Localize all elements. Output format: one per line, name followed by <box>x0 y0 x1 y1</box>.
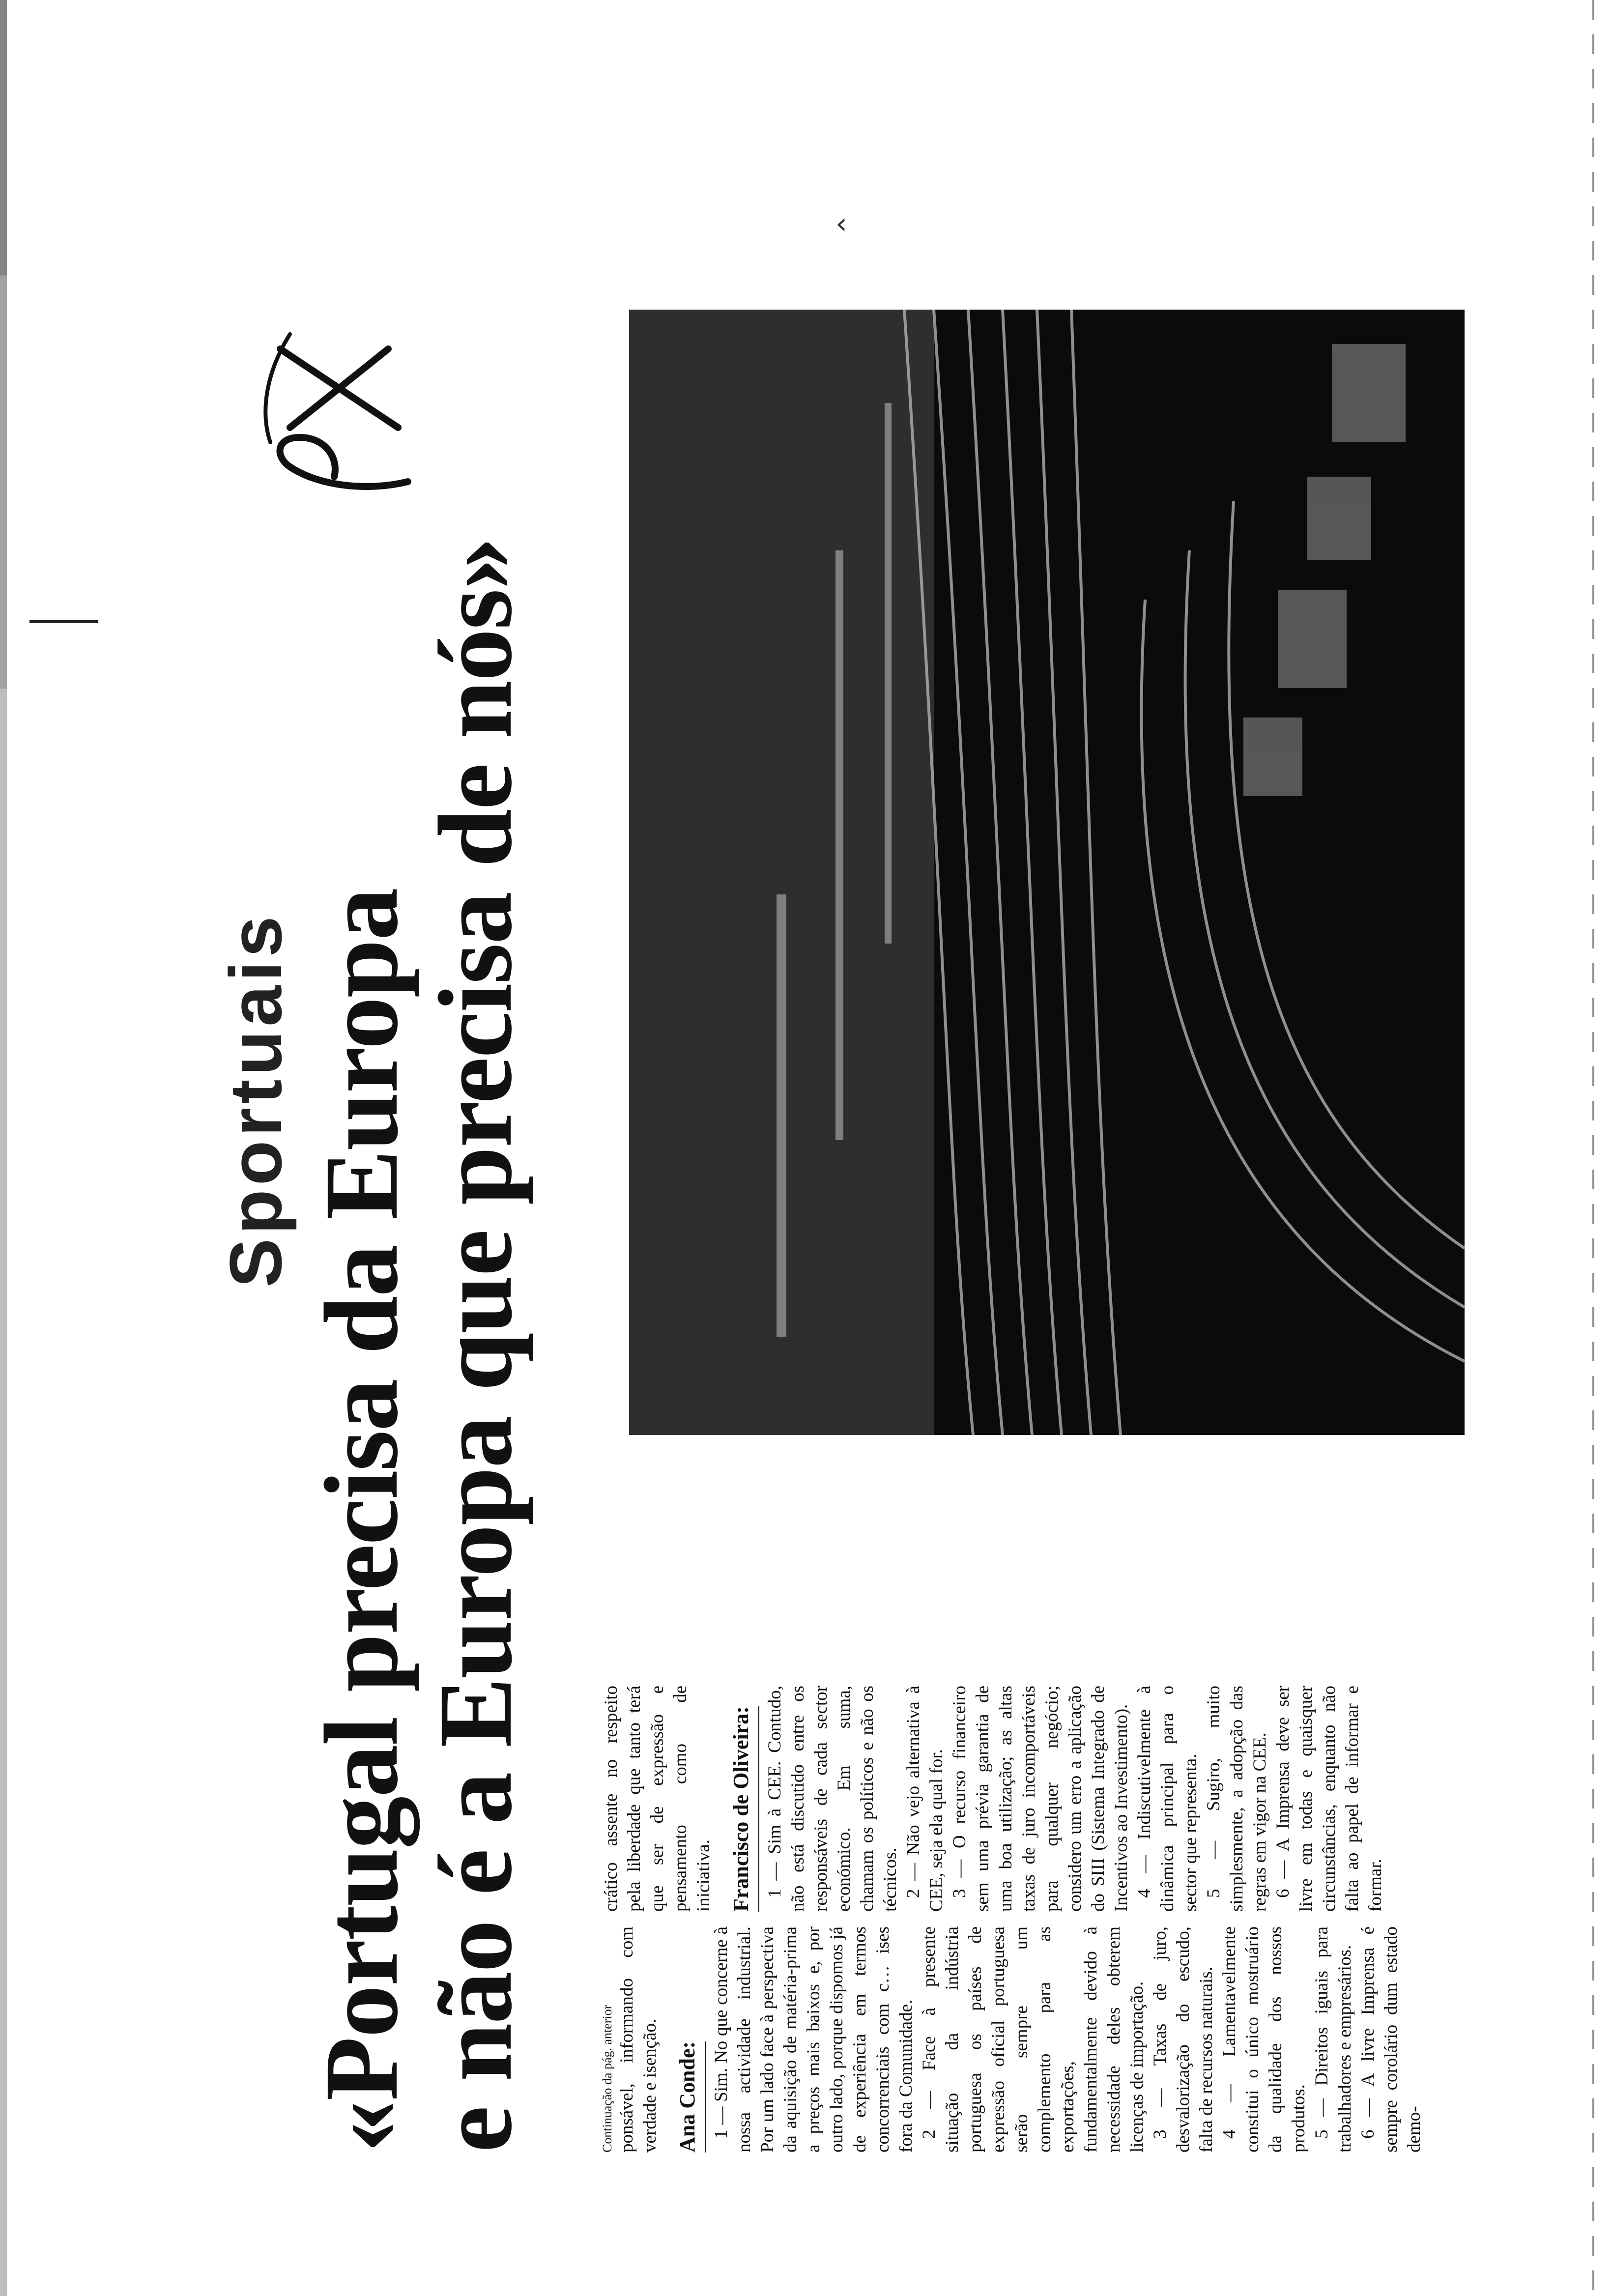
headline-line-1: «Portugal precisa da Europa <box>303 889 420 2152</box>
newspaper-clipping <box>214 310 1509 2152</box>
author-francisco-de-oliveira: Francisco de Oliveira: <box>724 1706 759 1912</box>
headline-line-2: e não é a Europa que precisa de nós» <box>417 538 534 2152</box>
scan-dash-mark <box>29 620 98 623</box>
col2-answer-6: 6 — A Imprensa deve ser livre em todas e quaisquer circunstâncias, enquanto não falta ao papel de informar e formar. <box>1273 1686 1385 1912</box>
col1-lead-text: ponsável, informando com verdade e isenção. <box>617 1926 660 2152</box>
col2-answer-4: 4 — Indiscutivelmente à dinâmica principal para o sector que representa. <box>1134 1686 1201 1912</box>
continuation-note: Continuação da pág. anterior <box>600 2005 614 2152</box>
column-1 <box>600 1926 1426 2152</box>
col1-answer-2: 2 — Face à presente situação da indústria portuguesa os países de expressão oficial portuguesa serão sempre um complemento para as exportações, fundamentalmente devido à necessidade deles obterem licenças de importação. <box>919 1926 1147 2152</box>
headline <box>305 310 533 2152</box>
col2-answer-5: 5 — Sugiro, muito simplesmente, a adopção das regras em vigor na CEE. <box>1204 1686 1270 1912</box>
col1-answer-5: 5 — Direitos iguais para trabalhadores e empresários. <box>1312 1926 1355 2152</box>
author-ana-conde: Ana Conde: <box>670 2041 706 2152</box>
col1-answer-1: 1 — Sim. No que concerne à nossa actividade industrial. Por um lado face à perspectiva da aquisição de matéria-prima a preços mais baixos e, por outro lado, porque dispomos já de experiência em termos concorrenciais com c… ises fora da Comunidade. <box>711 1926 916 2152</box>
col2-answer-1: 1 — Sim à CEE. Contudo, não está discutido entre os responsáveis de cada sector económico. Em suma, chamam os políticos e não os técnicos. <box>765 1686 900 1912</box>
col1-answer-6: 6 — A livre Imprensa é sempre corolário dum estado demo- <box>1358 1926 1424 2152</box>
scan-speck-mark: ‹ <box>835 206 847 241</box>
scan-right-edge <box>1592 0 1594 2296</box>
handwritten-px-mark <box>260 315 418 511</box>
col2-answer-2: 2 — Não vejo alternativa à CEE, seja ela qual for. <box>903 1686 947 1912</box>
col2-lead-text: crático assente no respeito pela liberdade que tanto terá que ser de expressão e pensamento como de iniciativa. <box>601 1686 714 1912</box>
col2-answer-3: 3 — O recurso financeiro sem uma prévia garantia de uma boa utilização; as altas taxas de juro incomportáveis para qualquer negócio; considero um erro a aplicação do SIII (Sistema Integrado de Incentivos ao Investimento). <box>950 1686 1131 1912</box>
col1-answer-4: 4 — Lamentavelmente constitui o único mostruário da qualidade dos nossos produtos. <box>1219 1926 1309 2152</box>
scan-left-edge <box>0 0 7 2296</box>
harbor-photo <box>629 310 1465 1435</box>
col1-answer-3: 3 — Taxas de juro, desvalorização do escudo, falta de recursos naturais. <box>1150 1926 1216 2152</box>
column-2 <box>600 1686 1387 1912</box>
masthead-fragment: Sportuais <box>214 912 297 1288</box>
